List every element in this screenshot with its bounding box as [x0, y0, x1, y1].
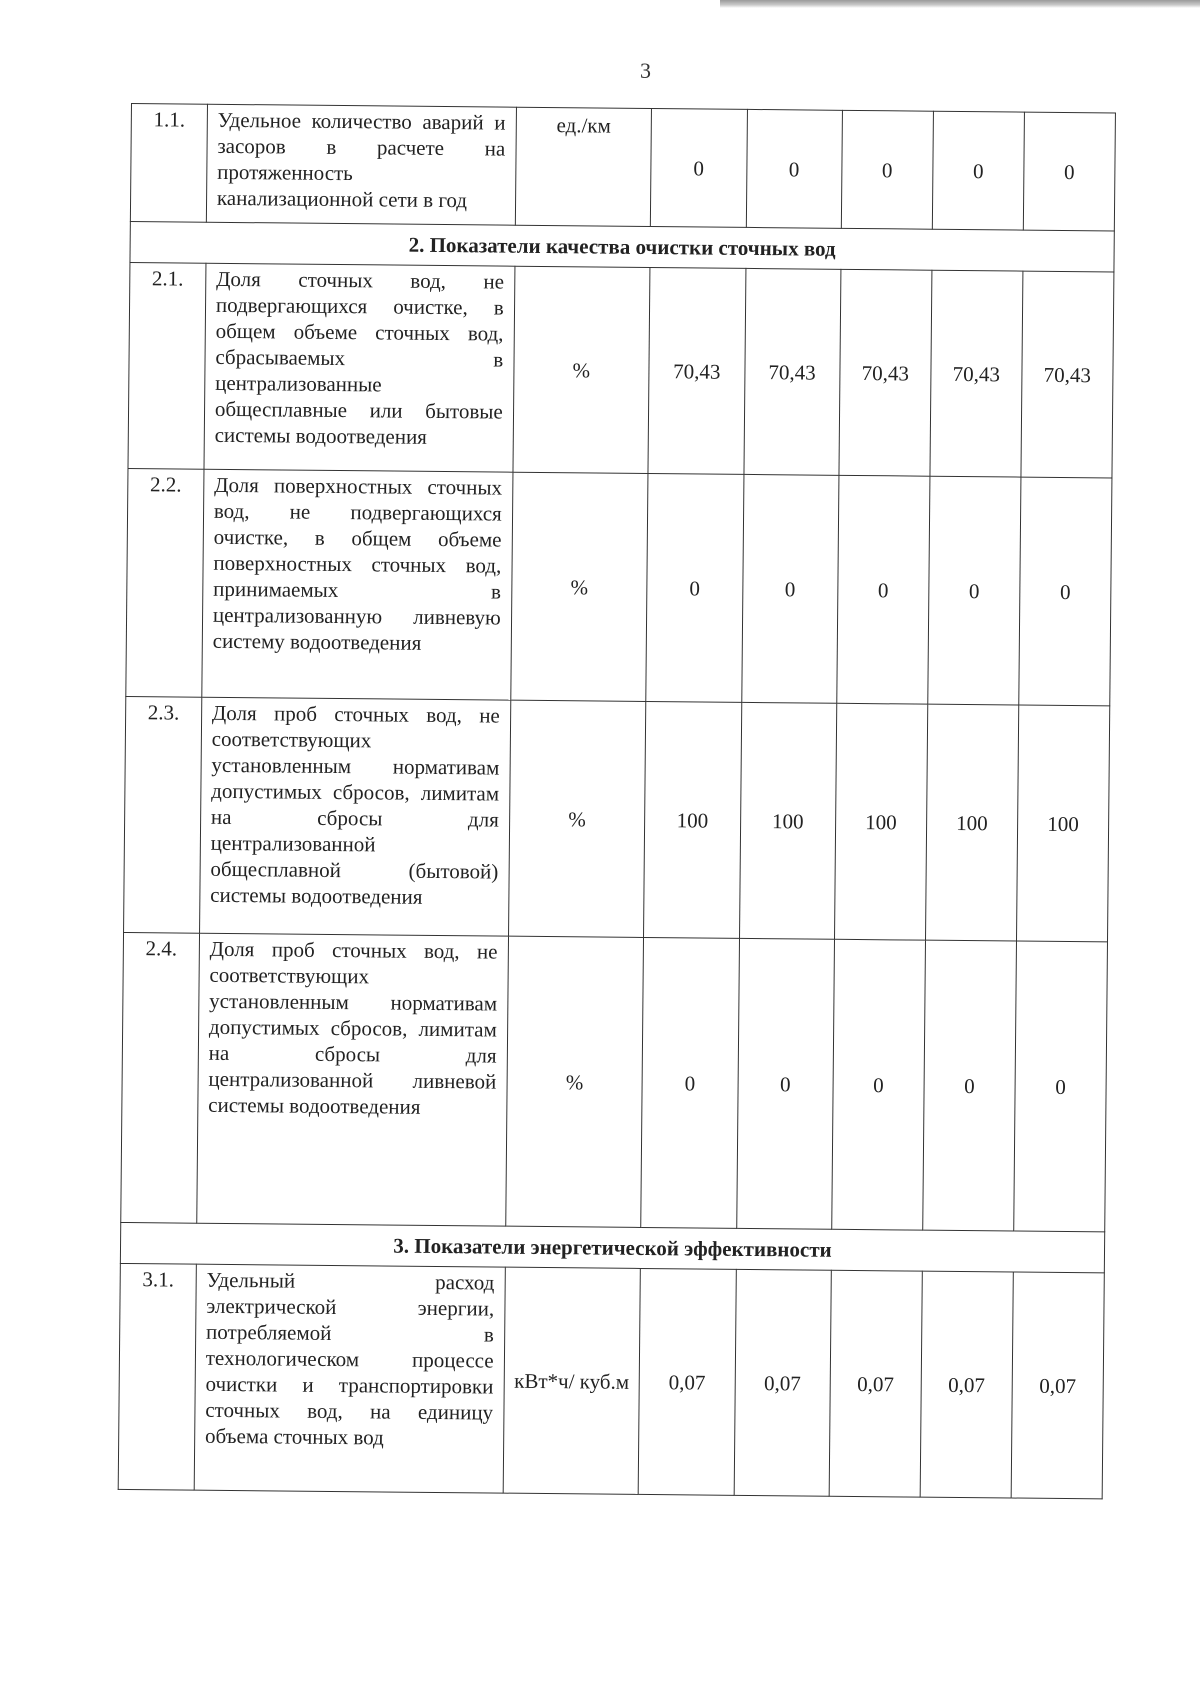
row-description: Удельный расход электрической энергии, потребляемой в технологическом процессе очистки и транспортировки сточных вод, на единицу объема сточных вод [194, 1264, 505, 1493]
row-value: 0 [928, 476, 1021, 705]
row-value: 0,07 [920, 1271, 1013, 1498]
row-number: 2.2. [126, 468, 204, 697]
section-title: 3. Показатели энергетической эффективности [120, 1222, 1104, 1272]
table-row [128, 262, 1114, 477]
row-value: 70,43 [1021, 271, 1114, 478]
table-row [130, 104, 1115, 231]
row-description: Удельное количество аварий и засоров в расчете на протяженность канализационной сети в год [206, 104, 516, 225]
row-value: 0 [932, 111, 1024, 230]
row-value: 100 [644, 701, 742, 938]
row-value: 0 [1023, 112, 1115, 231]
row-value: 0 [841, 110, 933, 229]
row-description: Доля проб сточных вод, не соответствующих установленным нормативам допустимых сбросов, лимитам на сбросы для централизованной ливневой системы водоотведения [197, 933, 509, 1226]
table-row [124, 696, 1110, 941]
row-value: 0 [1019, 477, 1112, 706]
row-value: 0 [746, 109, 842, 228]
scan-edge-shadow [720, 0, 1200, 8]
row-description: Доля проб сточных вод, не соответствующих установленным нормативам допустимых сбросов, лимитам на сбросы для централизованной общесплавной (бытовой) системы водоотведения [199, 697, 510, 936]
row-value: 100 [925, 704, 1018, 941]
row-value: 0 [646, 473, 744, 702]
row-unit: % [510, 472, 648, 701]
section-title: 2. Показатели качества очистки сточных вод [130, 221, 1114, 271]
table-row [121, 932, 1108, 1231]
row-value: 70,43 [930, 270, 1023, 477]
row-value: 0 [650, 108, 746, 227]
row-unit: % [513, 266, 650, 473]
row-number: 3.1. [118, 1263, 196, 1490]
row-number: 2.3. [124, 696, 202, 933]
row-value: 100 [834, 703, 927, 940]
page-number: 3 [640, 58, 651, 83]
row-value: 0 [741, 474, 839, 703]
row-value: 0 [837, 475, 930, 704]
row-unit: % [505, 936, 643, 1227]
row-unit: кВт*ч/ куб.м [503, 1267, 641, 1494]
indicators-table [118, 103, 1116, 1499]
row-unit: ед./км [515, 107, 652, 226]
row-value: 70,43 [743, 268, 840, 475]
row-value: 100 [1016, 705, 1109, 942]
row-value: 0 [923, 940, 1017, 1231]
row-value: 0 [736, 938, 834, 1229]
row-value: 0 [641, 937, 739, 1228]
row-value: 0 [1014, 941, 1108, 1232]
row-number: 2.4. [121, 932, 200, 1223]
row-value: 100 [739, 702, 837, 939]
row-unit: % [508, 700, 646, 937]
row-value: 0,07 [638, 1268, 736, 1495]
row-description: Доля сточных вод, не подвергающихся очистке, в общем объеме сточных вод, сбрасываемых в централизованные общесплавные или бытовые системы водоотведения [204, 263, 515, 472]
table-row [118, 1263, 1104, 1498]
row-description: Доля поверхностных сточных вод, не подвергающихся очистке, в общем объеме поверхностных сточных вод, принимаемых в централизованную ливневую систему водоотведения [202, 469, 513, 700]
row-value: 0,07 [829, 1270, 922, 1497]
row-value: 0,07 [1011, 1272, 1104, 1499]
table-row [126, 468, 1112, 705]
row-value: 70,43 [648, 267, 745, 474]
row-number: 2.1. [128, 262, 206, 469]
row-value: 0 [832, 939, 926, 1230]
row-value: 0,07 [734, 1269, 832, 1496]
row-number: 1.1. [130, 104, 207, 223]
row-value: 70,43 [839, 269, 932, 476]
